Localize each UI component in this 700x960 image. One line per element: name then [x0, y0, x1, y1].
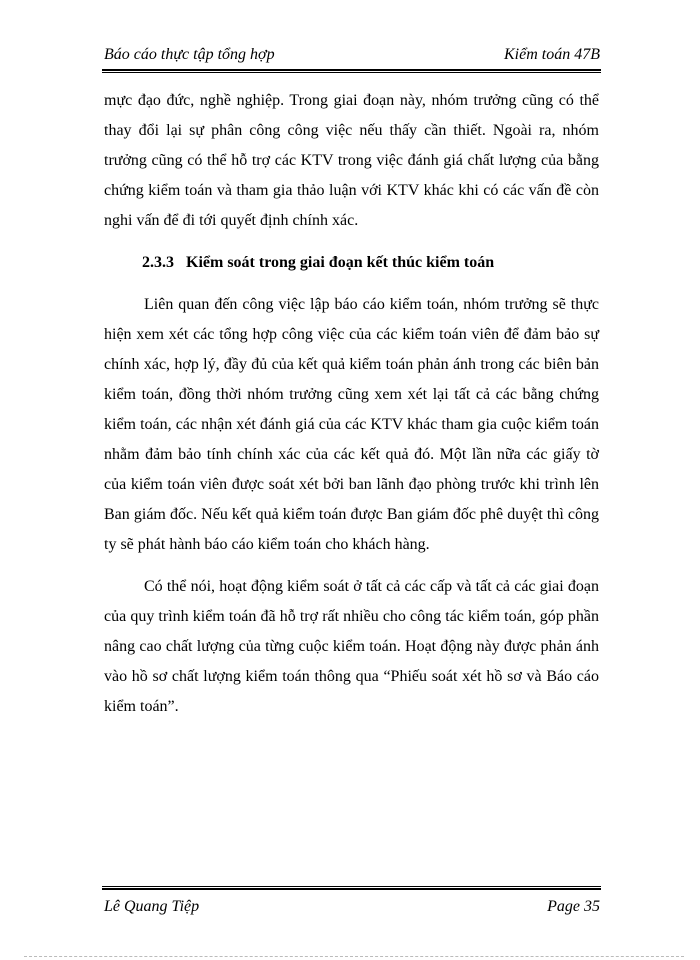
footer-divider — [102, 886, 601, 890]
page-bottom-edge — [24, 956, 684, 957]
page-header — [104, 44, 600, 66]
footer-author: Lê Quang Tiệp — [104, 898, 200, 915]
header-class-label: Kiểm toán 47B — [504, 46, 600, 63]
header-divider — [102, 69, 601, 73]
paragraph-conclusion: Có thể nói, hoạt động kiểm soát ở tất cả các cấp và tất cả các giai đoạn của quy trình kiểm toán đã hỗ trợ rất nhiều cho công tác kiểm toán, góp phần nâng cao chất lượng của từng cuộc kiểm toán. Hoạt động này được phản ánh vào hồ sơ chất lượng kiểm toán thông qua “Phiếu soát xét hồ sơ và Báo cáo kiểm toán”. — [104, 578, 599, 715]
paragraph-continuation: mực đạo đức, nghề nghiệp. Trong giai đoạn này, nhóm trưởng cũng có thể thay đổi lại sự phân công công việc nếu thấy cần thiết. Ngoài ra, nhóm trưởng cũng có thể hỗ trợ các KTV trong việc đánh giá chất lượng của bằng chứng kiểm toán và tham gia thảo luận với KTV khác khi có các vấn đề còn nghi vấn để đi tới quyết định chính xác. — [104, 92, 599, 229]
header-report-title: Báo cáo thực tập tổng hợp — [104, 46, 275, 63]
paragraph-report-review: Liên quan đến công việc lập báo cáo kiểm toán, nhóm trưởng sẽ thực hiện xem xét các tổng hợp công việc của các kiểm toán viên để đảm bảo sự chính xác, hợp lý, đầy đủ của kết quả kiểm toán phản ánh trong các biên bản kiểm toán, đồng thời nhóm trưởng cũng xem xét lại tất cả các bằng chứng kiểm toán, các nhận xét đánh giá của các KTV khác tham gia cuộc kiểm toán nhằm đảm bảo tính chính xác của các kết quả đó. Một lần nữa các giấy tờ của kiểm toán viên được soát xét bởi ban lãnh đạo phòng trước khi trình lên Ban giám đốc. Nếu kết quả kiểm toán được Ban giám đốc phê duyệt thì công ty sẽ phát hành báo cáo kiểm toán cho khách hàng. — [104, 296, 599, 553]
footer-page-number: Page 35 — [547, 898, 600, 915]
page-body — [104, 86, 599, 734]
section-heading — [104, 248, 599, 278]
section-number: 2.3.3 — [142, 254, 174, 271]
section-title: Kiểm soát trong giai đoạn kết thúc kiểm toán — [186, 254, 495, 271]
page-footer — [104, 896, 600, 918]
